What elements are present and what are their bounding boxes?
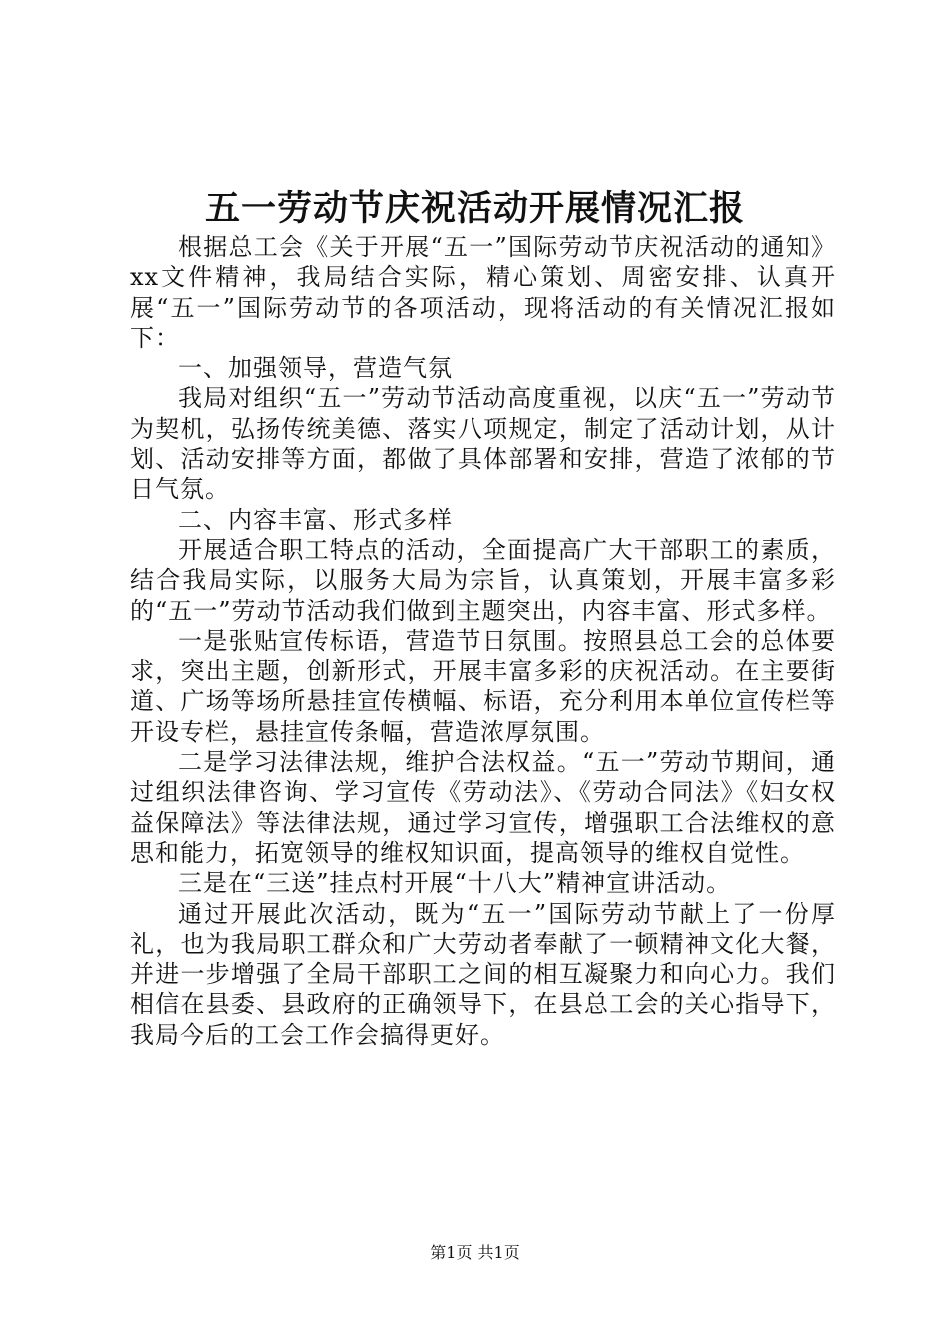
document-body	[130, 232, 836, 1050]
section-heading-2: 二、内容丰富、形式多样	[178, 505, 453, 534]
paragraph-section-2: 开展适合职工特点的活动，全面提高广大干部职工的素质，结合我局实际，以服务大局为宗旨，认真策划，开展丰富多彩的“五一”劳动节活动我们做到主题突出，内容丰富、形式多样。	[130, 535, 836, 625]
section-heading-1: 一、加强领导，营造气氛	[178, 354, 453, 383]
paragraph-item-1: 一是张贴宣传标语，营造节日氛围。按照县总工会的总体要求，突出主题，创新形式，开展丰富多彩的庆祝活动。在主要街道、广场等场所悬挂宣传横幅、标语，充分利用本单位宣传栏等开设专栏，悬挂宣传条幅，营造浓厚氛围。	[130, 626, 836, 746]
paragraph-conclusion: 通过开展此次活动，既为“五一”国际劳动节献上了一份厚礼，也为我局职工群众和广大劳动者奉献了一顿精神文化大餐，并进一步增强了全局干部职工之间的相互凝聚力和向心力。我们相信在县委、县政府的正确领导下，在县总工会的关心指导下，我局今后的工会工作会搞得更好。	[130, 899, 836, 1049]
document-title: 五一劳动节庆祝活动开展情况汇报	[204, 188, 745, 229]
paragraph-intro: 根据总工会《关于开展“五一”国际劳动节庆祝活动的通知》xx文件精神，我局结合实际，精心策划、周密安排、认真开展“五一”国际劳动节的各项活动，现将活动的有关情况汇报如下：	[130, 233, 836, 352]
paragraph-item-2: 二是学习法律法规，维护合法权益。“五一”劳动节期间，通过组织法律咨询、学习宣传《劳动法》、《劳动合同法》《妇女权益保障法》等法律法规，通过学习宣传，增强职工合法维权的意思和能力，拓宽领导的维权知识面，提高领导的维权自觉性。	[130, 748, 836, 867]
page-footer: 第1页 共1页	[430, 1243, 520, 1262]
paragraph-item-3: 三是在“三送”挂点村开展“十八大”精神宣讲活动。	[178, 869, 732, 898]
paragraph-section-1: 我局对组织“五一”劳动节活动高度重视，以庆“五一”劳动节为契机，弘扬传统美德、落实八项规定，制定了活动计划，从计划、活动安排等方面，都做了具体部署和安排，营造了浓郁的节日气氛。	[130, 384, 836, 504]
